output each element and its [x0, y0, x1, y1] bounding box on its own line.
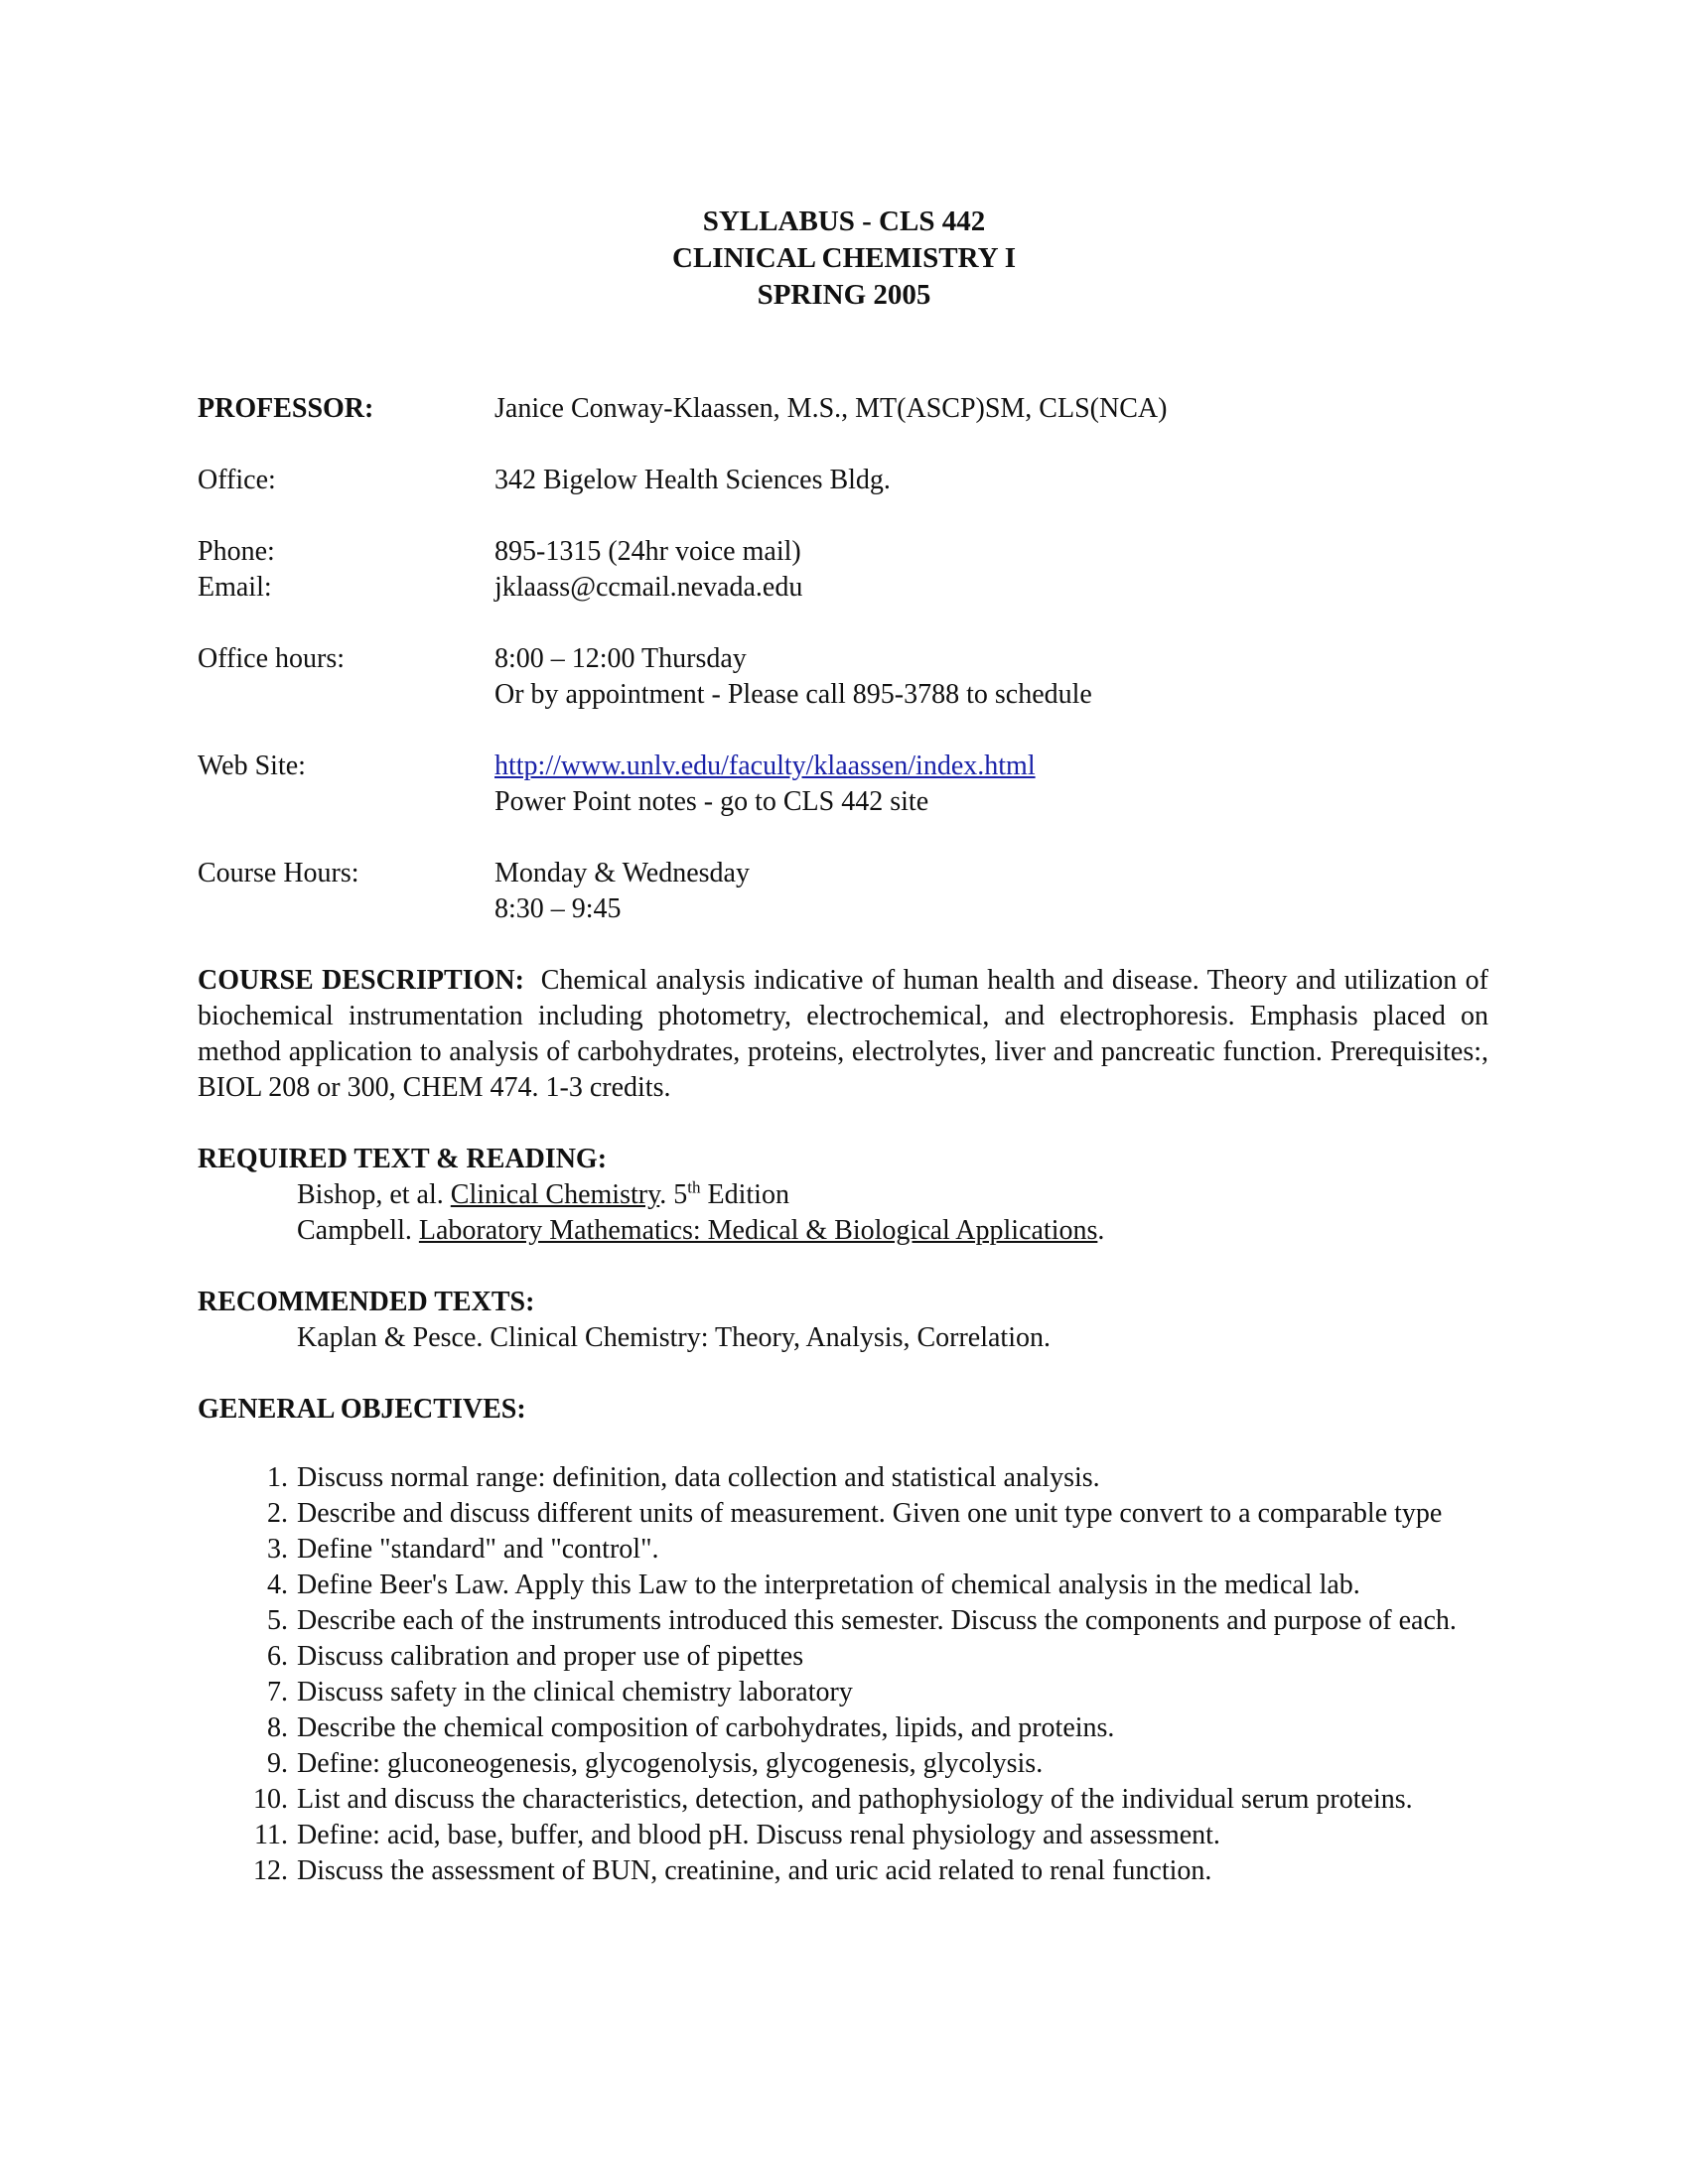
required-text-item-1 [297, 1177, 789, 1213]
list-item [198, 1710, 1488, 1746]
general-objectives-heading: GENERAL OBJECTIVES: [198, 1394, 526, 1425]
required-item-2-end: . [1097, 1215, 1105, 1246]
list-item [198, 1460, 1488, 1496]
email-label: Email: [198, 572, 272, 603]
office-value: 342 Bigelow Health Sciences Bldg. [494, 465, 891, 495]
objective-text: Define: gluconeogenesis, glycogenolysis, glycogenesis, glycolysis. [297, 1748, 1044, 1779]
title-subject: CLINICAL CHEMISTRY I [672, 242, 1016, 274]
required-text-heading: REQUIRED TEXT & READING: [198, 1144, 608, 1174]
objective-text: Describe the chemical composition of carbohydrates, lipids, and proteins. [297, 1712, 1115, 1743]
web-site-note: Power Point notes - go to CLS 442 site [494, 786, 929, 817]
objective-number: 8. [267, 1712, 288, 1743]
list-item [198, 1532, 1488, 1568]
title-block [0, 204, 1688, 314]
objective-text: Discuss the assessment of BUN, creatinine, and uric acid related to renal function. [297, 1855, 1212, 1886]
course-hours-time: 8:30 – 9:45 [494, 893, 622, 924]
web-site-link[interactable]: http://www.unlv.edu/faculty/klaassen/index.html [494, 751, 1036, 781]
objective-number: 3. [267, 1534, 288, 1565]
list-item [198, 1853, 1488, 1889]
objective-text: Discuss normal range: definition, data collection and statistical analysis. [297, 1462, 1100, 1493]
required-item-1-title: Clinical Chemistry [450, 1179, 660, 1210]
recommended-text-item-1: Kaplan & Pesce. Clinical Chemistry: Theory, Analysis, Correlation. [297, 1322, 1051, 1353]
objective-number: 12. [253, 1855, 288, 1886]
objective-number: 7. [267, 1677, 288, 1707]
objective-number: 6. [267, 1641, 288, 1672]
required-item-2-title: Laboratory Mathematics: Medical & Biological Applications [418, 1215, 1098, 1246]
objective-number: 10. [253, 1784, 288, 1815]
web-site-label: Web Site: [198, 751, 306, 781]
course-description [198, 963, 1488, 1106]
required-item-2-author: Campbell. [297, 1215, 419, 1246]
course-description-text: Chemical analysis indicative of human health and disease. Theory and utilization of biochemical instrumentation including photometry, electrochemical, and electrophoresis. Emphasis placed on method application to analysis of carbohydrates, proteins, electrolytes, liver and pancreatic function. Prerequisites:, BIOL 208 or 300, CHEM 474. 1-3 credits. [198, 965, 1489, 1103]
office-label: Office: [198, 465, 276, 495]
required-item-1-sup: th [687, 1177, 701, 1197]
professor-value: Janice Conway-Klaassen, M.S., MT(ASCP)SM, CLS(NCA) [494, 393, 1168, 424]
title-term: SPRING 2005 [757, 279, 931, 311]
required-item-1-sep: . 5 [659, 1179, 688, 1210]
course-hours-days: Monday & Wednesday [494, 858, 750, 888]
objective-text: List and discuss the characteristics, detection, and pathophysiology of the individual serum proteins. [297, 1784, 1413, 1815]
objective-text: Describe each of the instruments introduced this semester. Discuss the components and purpose of each. [297, 1605, 1457, 1636]
objective-text: Discuss safety in the clinical chemistry laboratory [297, 1677, 853, 1707]
required-item-1-edition: Edition [700, 1179, 789, 1210]
objective-text: Define: acid, base, buffer, and blood pH. Discuss renal physiology and assessment. [297, 1820, 1220, 1850]
course-hours-label: Course Hours: [198, 858, 359, 888]
list-item [198, 1496, 1488, 1532]
office-hours-value [494, 641, 1092, 713]
objective-text: Define Beer's Law. Apply this Law to the interpretation of chemical analysis in the medical lab. [297, 1570, 1360, 1600]
objectives-list [198, 1460, 1488, 1889]
recommended-texts-heading: RECOMMENDED TEXTS: [198, 1287, 535, 1317]
phone-label: Phone: [198, 536, 275, 567]
professor-label: PROFESSOR: [198, 393, 374, 424]
list-item [198, 1782, 1488, 1818]
web-site-value [494, 749, 1036, 820]
office-hours-time: 8:00 – 12:00 Thursday [494, 643, 747, 674]
list-item [198, 1603, 1488, 1639]
objective-text: Discuss calibration and proper use of pipettes [297, 1641, 804, 1672]
objective-number: 11. [254, 1820, 288, 1850]
objective-number: 4. [267, 1570, 288, 1600]
objective-number: 9. [267, 1748, 288, 1779]
course-hours-value [494, 856, 750, 927]
objective-text: Define "standard" and "control". [297, 1534, 659, 1565]
required-item-1-author: Bishop, et al. [297, 1179, 451, 1210]
required-text-item-2 [297, 1213, 1104, 1249]
office-hours-label: Office hours: [198, 643, 345, 674]
phone-value: 895-1315 (24hr voice mail) [494, 536, 801, 567]
list-item [198, 1675, 1488, 1710]
objective-number: 1. [267, 1462, 288, 1493]
email-value: jklaass@ccmail.nevada.edu [494, 572, 803, 603]
office-hours-appointment: Or by appointment - Please call 895-3788 to schedule [494, 679, 1092, 710]
list-item [198, 1568, 1488, 1603]
list-item [198, 1639, 1488, 1675]
objective-text: Describe and discuss different units of measurement. Given one unit type convert to a comparable type [297, 1498, 1443, 1529]
course-description-label: COURSE DESCRIPTION: [198, 965, 524, 996]
list-item [198, 1818, 1488, 1853]
list-item [198, 1746, 1488, 1782]
title-course: SYLLABUS - CLS 442 [702, 205, 986, 237]
objective-number: 2. [267, 1498, 288, 1529]
objective-number: 5. [267, 1605, 288, 1636]
